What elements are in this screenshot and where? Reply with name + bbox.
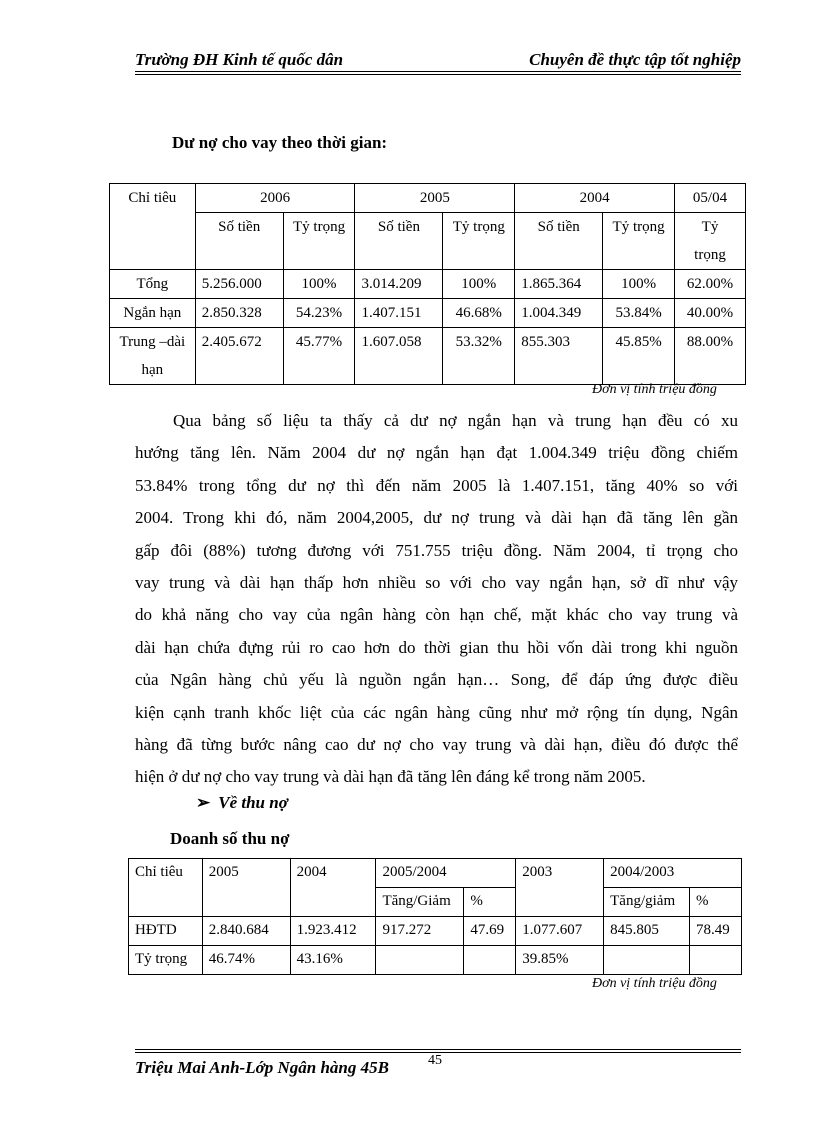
table-cell: 45.85% xyxy=(603,328,675,385)
row-label: Tổng xyxy=(110,270,196,299)
column-header: % xyxy=(464,888,516,917)
column-header: Số tiền xyxy=(355,213,443,270)
column-header: 2005 xyxy=(202,859,290,917)
collections-table xyxy=(128,858,742,975)
loan-by-term-table xyxy=(109,183,746,385)
page-number: 45 xyxy=(428,1053,442,1068)
section-title-collections: Doanh số thu nợ xyxy=(170,829,290,848)
table-cell: 40.00% xyxy=(675,299,746,328)
page-header xyxy=(135,50,741,72)
column-header: % xyxy=(690,888,742,917)
table-cell xyxy=(464,946,516,975)
year-header: 2005 xyxy=(355,184,515,213)
column-header: 2005/2004 xyxy=(376,859,516,888)
paragraph-line: gấp đôi (88%) tương đương với 751.755 triệu đồng. Năm 2004, tỉ trọng cho xyxy=(135,540,738,560)
table-cell xyxy=(690,946,742,975)
column-header: Tỷ trọng xyxy=(603,213,675,270)
table-cell: 100% xyxy=(443,270,515,299)
paragraph-line: do khả năng cho vay của ngân hàng còn hạn chế, mặt khác cho vay trung và xyxy=(135,605,738,625)
table-cell: 46.68% xyxy=(443,299,515,328)
row-label: Trung –dài hạn xyxy=(110,328,196,385)
table-cell: 100% xyxy=(603,270,675,299)
table-cell xyxy=(604,946,690,975)
column-header: Số tiền xyxy=(195,213,283,270)
table-cell: 1.607.058 xyxy=(355,328,443,385)
column-header: Số tiền xyxy=(515,213,603,270)
section-title-loans: Dư nợ cho vay theo thời gian: xyxy=(172,133,388,152)
header-doc-type: Chuyên đề thực tập tốt nghiệp xyxy=(529,50,741,69)
column-header: Tăng/Giảm xyxy=(376,888,464,917)
table-cell: 1.004.349 xyxy=(515,299,603,328)
unit-note: Đơn vị tính triệu đồng xyxy=(592,382,717,397)
table-cell: 43.16% xyxy=(290,946,376,975)
column-header: 2003 xyxy=(516,859,604,917)
footer-author: Triệu Mai Anh-Lớp Ngân hàng 45B xyxy=(135,1058,389,1077)
table-cell: 39.85% xyxy=(516,946,604,975)
table-row xyxy=(129,946,742,975)
column-header: 2004/2003 xyxy=(604,859,742,888)
table-cell: 62.00% xyxy=(675,270,746,299)
year-header: 2006 xyxy=(195,184,355,213)
table-row xyxy=(110,270,746,299)
column-header: Tỷ trọng xyxy=(283,213,355,270)
table-cell: 53.32% xyxy=(443,328,515,385)
table-row xyxy=(110,328,746,385)
table-cell: 2.840.684 xyxy=(202,917,290,946)
table-cell: 54.23% xyxy=(283,299,355,328)
row-label: Tỷ trọng xyxy=(129,946,203,975)
row-label: HĐTD xyxy=(129,917,203,946)
footer-rule xyxy=(135,1049,741,1050)
paragraph-line: của Ngân hàng chủ yếu là nguồn ngắn hạn… Song, để đáp ứng được điều xyxy=(135,670,738,690)
table-cell: 3.014.209 xyxy=(355,270,443,299)
table-cell: 47.69 xyxy=(464,917,516,946)
table-cell: 78.49 xyxy=(690,917,742,946)
header-school: Trường ĐH Kinh tế quốc dân xyxy=(135,50,344,69)
table-row xyxy=(110,299,746,328)
unit-note: Đơn vị tính triệu đồng xyxy=(592,976,717,991)
table-cell: 855.303 xyxy=(515,328,603,385)
table-cell: 1.923.412 xyxy=(290,917,376,946)
table-corner: Chỉ tiêu xyxy=(110,184,196,270)
paragraph-line: 53.84% trong tổng dư nợ thì đến năm 2005 là 1.407.151, tăng 40% so với xyxy=(135,475,738,495)
table-cell: 2.405.672 xyxy=(195,328,283,385)
table-cell: 1.407.151 xyxy=(355,299,443,328)
analysis-paragraph xyxy=(135,405,738,794)
table-cell: 2.850.328 xyxy=(195,299,283,328)
table-corner: Chỉ tiêu xyxy=(129,859,203,917)
paragraph-line: 2004. Trong khi đó, năm 2004,2005, dư nợ trung và dài hạn đã tăng lên gần xyxy=(135,508,738,528)
column-header: 2004 xyxy=(290,859,376,917)
table-cell xyxy=(376,946,464,975)
table-cell: 1.077.607 xyxy=(516,917,604,946)
table-cell: 46.74% xyxy=(202,946,290,975)
header-rule xyxy=(135,74,741,75)
row-label: Ngắn hạn xyxy=(110,299,196,328)
column-header: Tỷ trọng xyxy=(675,213,746,270)
year-header: 05/04 xyxy=(675,184,746,213)
year-header: 2004 xyxy=(515,184,675,213)
paragraph-line: hiện ở dư nợ cho vay trung và dài hạn đã tăng lên đáng kể trong năm 2005. xyxy=(135,767,646,787)
table-cell: 53.84% xyxy=(603,299,675,328)
table-cell: 845.805 xyxy=(604,917,690,946)
table-cell: 88.00% xyxy=(675,328,746,385)
table-cell: 917.272 xyxy=(376,917,464,946)
paragraph-line: kiện cạnh tranh khốc liệt của các ngân hàng cũng như mở rộng tín dụng, Ngân xyxy=(135,702,738,722)
paragraph-line: hướng tăng lên. Năm 2004 dư nợ ngắn hạn đạt 1.004.349 triệu đồng chiếm xyxy=(135,443,738,463)
table-cell: 5.256.000 xyxy=(195,270,283,299)
table-cell: 1.865.364 xyxy=(515,270,603,299)
paragraph-line: hàng đã từng bước nâng cao dư nợ cho vay trung và dài hạn, điều đó được thể xyxy=(135,735,738,755)
bullet-heading xyxy=(196,793,288,813)
paragraph-line: Qua bảng số liệu ta thấy cả dư nợ ngắn hạn và trung hạn đều có xu xyxy=(173,411,738,430)
table-row xyxy=(129,917,742,946)
bullet-text: Về thu nợ xyxy=(218,793,288,812)
paragraph-line: vay trung và dài hạn thấp hơn nhiều so với cho vay ngắn hạn, sở dĩ như vậy xyxy=(135,573,738,593)
column-header: Tỷ trọng xyxy=(443,213,515,270)
table-cell: 45.77% xyxy=(283,328,355,385)
paragraph-line: dài hạn chứa đựng rủi ro cao hơn do thời gian thu hồi vốn dài trong khi nguồn xyxy=(135,637,738,657)
arrow-bullet-icon: ➢ xyxy=(196,793,211,812)
header-rule xyxy=(135,71,741,72)
table-cell: 100% xyxy=(283,270,355,299)
column-header: Tăng/giảm xyxy=(604,888,690,917)
